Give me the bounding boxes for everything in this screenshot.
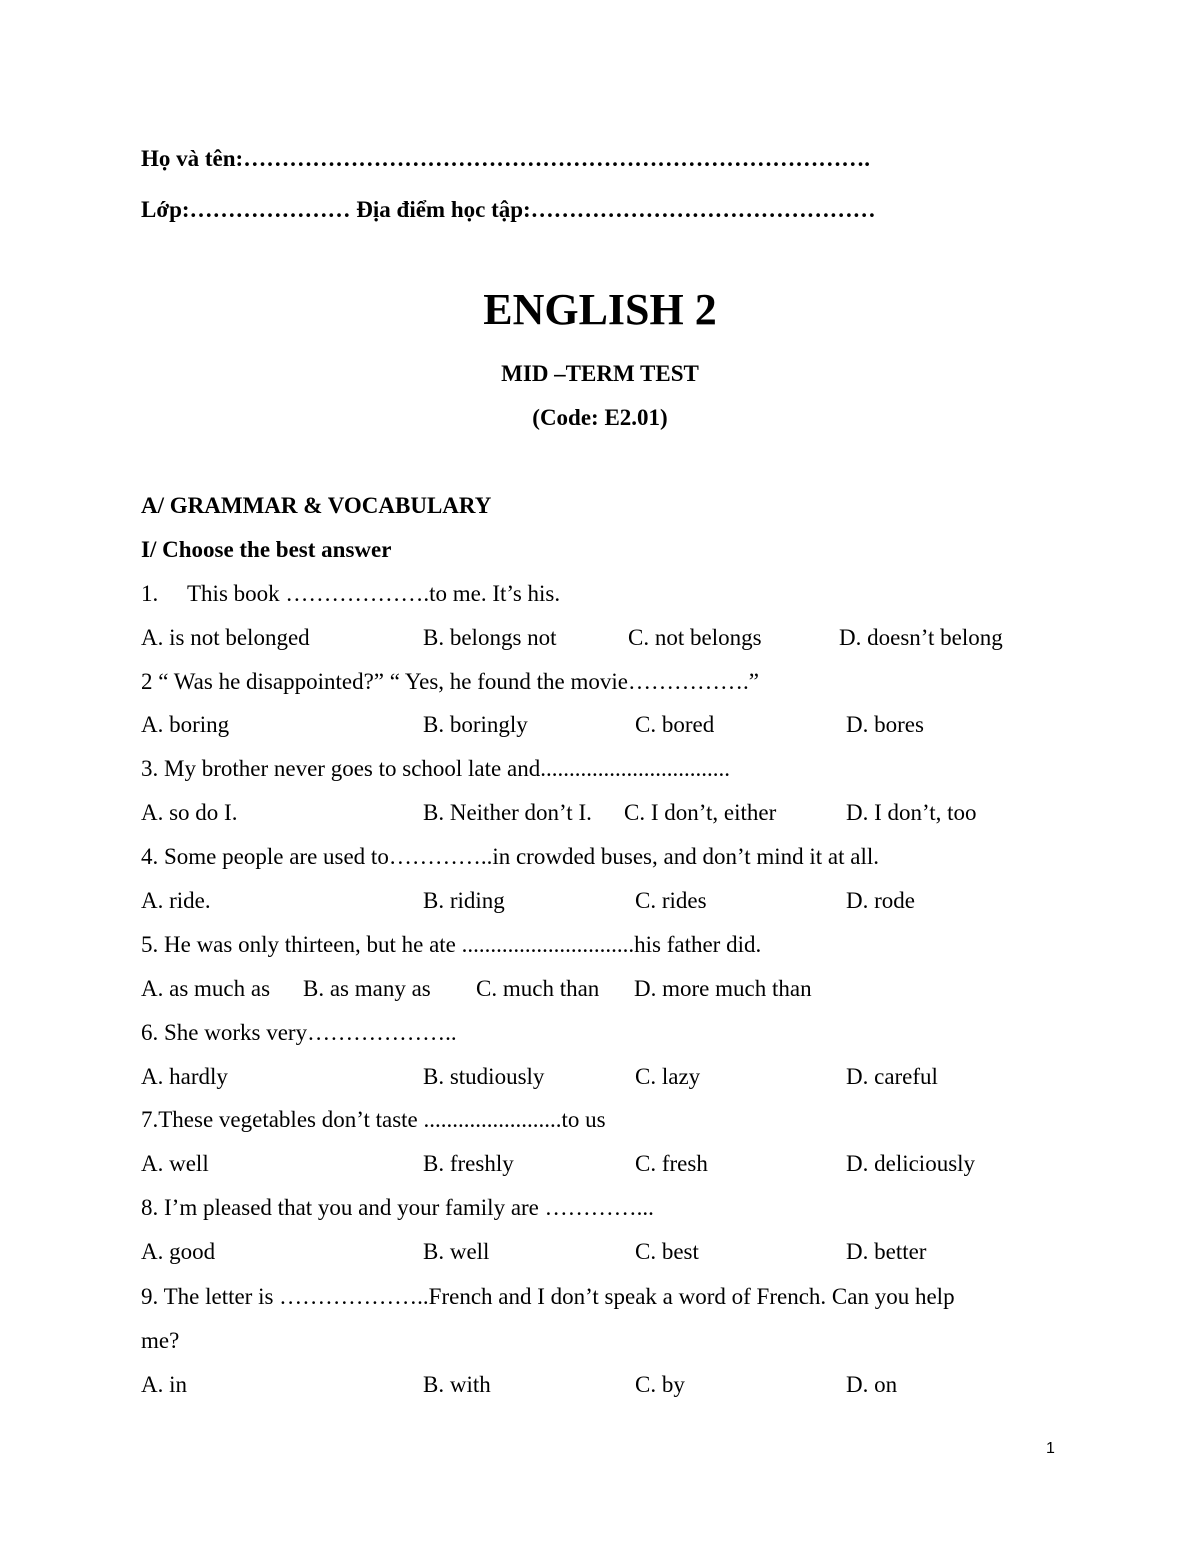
q4-option-d: D. rode (846, 888, 915, 913)
question-1-text: This book ……………….to me. It’s his. (187, 581, 561, 606)
q3-option-a: A. so do I. (141, 800, 238, 825)
q2-option-c: C. bored (635, 712, 715, 737)
q2-option-d: D. bores (846, 712, 924, 737)
question-7: 7.These vegetables don’t taste ........................to us (141, 1107, 606, 1132)
question-8: 8. I’m pleased that you and your family are …………... (141, 1195, 654, 1220)
q7-option-d: D. deliciously (846, 1151, 976, 1176)
page-number: 1 (1046, 1440, 1055, 1457)
question-6: 6. She works very……………….. (141, 1020, 457, 1045)
q1-option-d: D. doesn’t belong (839, 625, 1003, 650)
question-2: 2 “ Was he disappointed?” “ Yes, he found the movie…………….” (141, 669, 759, 694)
question-9-continued: me? (141, 1328, 180, 1353)
question-9: 9. The letter is ………………..French and I don’t speak a word of French. Can you help (141, 1284, 955, 1309)
q9-option-d: D. on (846, 1372, 898, 1397)
q4-option-b: B. riding (423, 888, 505, 913)
q3-option-c: C. I don’t, either (624, 800, 777, 825)
q3-option-d: D. I don’t, too (846, 800, 977, 825)
q7-option-b: B. freshly (423, 1151, 514, 1176)
q5-option-c: C. much than (476, 976, 600, 1001)
q8-option-a: A. good (141, 1239, 216, 1264)
test-subtitle: MID –TERM TEST (501, 361, 699, 386)
part-heading: I/ Choose the best answer (141, 537, 392, 562)
q8-option-b: B. well (423, 1239, 490, 1264)
class-location-field-line: Lớp:………………… Địa điểm học tập:……………………………………… (141, 197, 876, 222)
q5-option-a: A. as much as (141, 976, 271, 1001)
q6-option-b: B. studiously (423, 1064, 545, 1089)
q6-option-a: A. hardly (141, 1064, 228, 1089)
q1-option-a: A. is not belonged (141, 625, 310, 650)
q1-option-b: B. belongs not (423, 625, 557, 650)
q8-option-c: C. best (635, 1239, 699, 1264)
q4-option-c: C. rides (635, 888, 707, 913)
test-code: (Code: E2.01) (532, 405, 668, 430)
q2-option-b: B. boringly (423, 712, 528, 737)
question-3: 3. My brother never goes to school late and................................. (141, 756, 730, 781)
q9-option-b: B. with (423, 1372, 491, 1397)
q4-option-a: A. ride. (141, 888, 211, 913)
q5-option-b: B. as many as (303, 976, 431, 1001)
q5-option-d: D. more much than (634, 976, 812, 1001)
q1-option-c: C. not belongs (628, 625, 762, 650)
question-1 (141, 580, 560, 608)
page-title: ENGLISH 2 (483, 285, 717, 334)
name-field-line: Họ và tên:………………………………………………………………………. (141, 146, 870, 171)
q6-option-d: D. careful (846, 1064, 938, 1089)
q9-option-c: C. by (635, 1372, 685, 1397)
q9-option-a: A. in (141, 1372, 187, 1397)
q8-option-d: D. better (846, 1239, 927, 1264)
question-4: 4. Some people are used to…………..in crowded buses, and don’t mind it at all. (141, 844, 879, 869)
section-heading: A/ GRAMMAR & VOCABULARY (141, 493, 492, 518)
question-5: 5. He was only thirteen, but he ate ..............................his father did. (141, 932, 762, 957)
question-1-number: 1. (141, 581, 159, 606)
q2-option-a: A. boring (141, 712, 230, 737)
q3-option-b: B. Neither don’t I. (423, 800, 592, 825)
q7-option-c: C. fresh (635, 1151, 708, 1176)
q7-option-a: A. well (141, 1151, 209, 1176)
q6-option-c: C. lazy (635, 1064, 701, 1089)
